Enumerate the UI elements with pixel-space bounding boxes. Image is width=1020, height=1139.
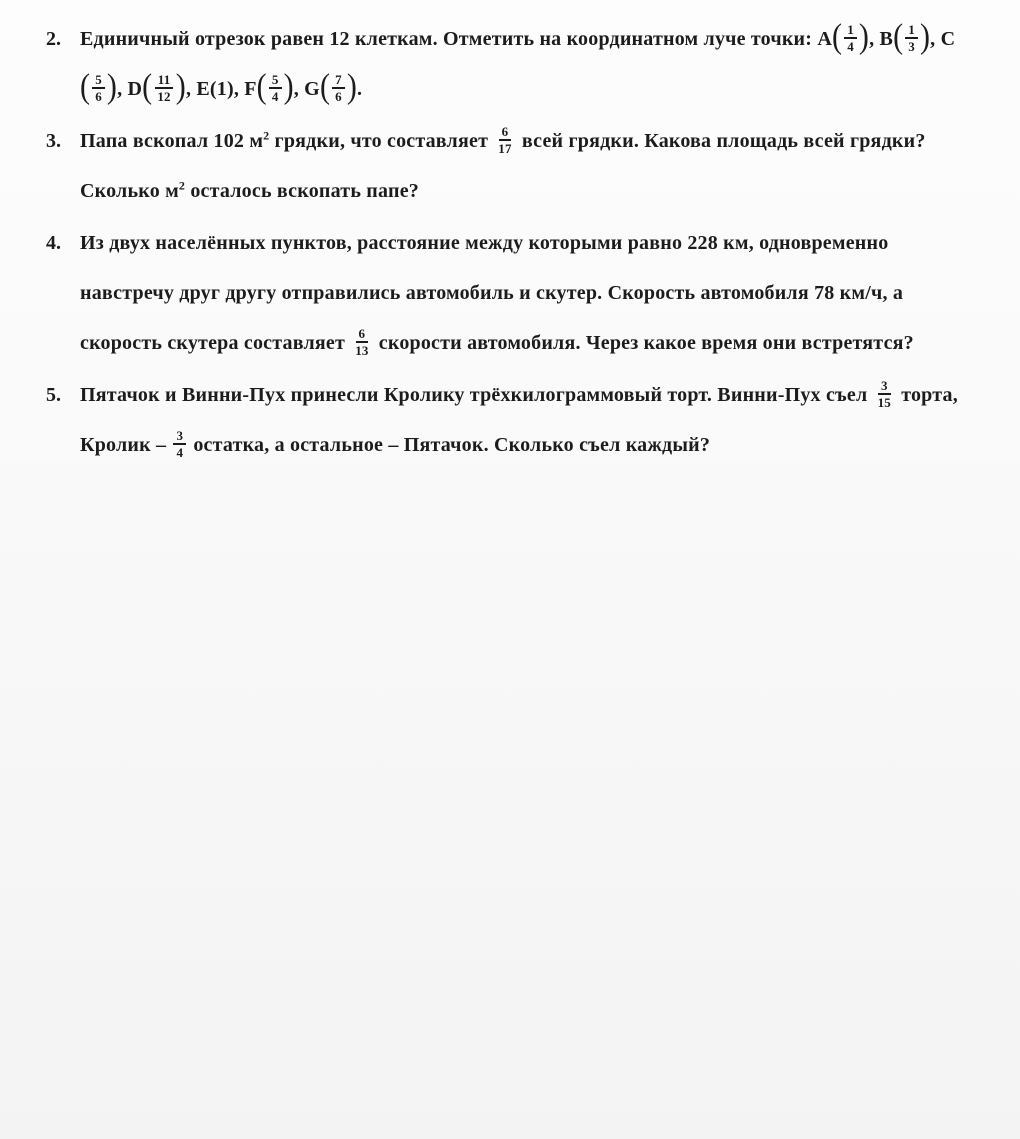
text-run: Пятачок и Винни-Пух принесли Кролику трёхкилограммовый торт. Винни-Пух съел (80, 384, 873, 406)
fraction (905, 23, 918, 54)
problem-number: 4. (46, 232, 61, 254)
fraction (269, 73, 282, 104)
fraction (844, 23, 857, 54)
fraction (173, 429, 186, 460)
fraction-denominator: 4 (176, 445, 184, 461)
text-run: Папа вскопал 102 м (80, 130, 264, 152)
fraction-numerator: 3 (878, 379, 891, 396)
text-run: , B (869, 28, 894, 50)
superscript: 2 (178, 178, 186, 193)
text-run: , G (293, 78, 320, 100)
fraction-denominator: 4 (847, 39, 854, 55)
problem-text (80, 370, 960, 470)
text-run: . (357, 78, 363, 100)
fraction-numerator: 1 (844, 23, 857, 40)
problems-list (46, 14, 962, 470)
problem-text (80, 116, 960, 216)
text-run: осталось вскопать папе? (185, 180, 419, 202)
fraction-denominator: 6 (335, 89, 342, 105)
fraction-denominator: 13 (355, 343, 369, 359)
fraction-numerator: 1 (905, 23, 918, 40)
text-run: грядки, что составляет (269, 130, 494, 152)
fraction-denominator: 4 (271, 89, 279, 105)
fraction-denominator: 17 (498, 141, 512, 157)
problem-number: 2. (46, 28, 61, 50)
fraction (92, 73, 105, 104)
text-run: скорости автомобиля. Через какое время они встретятся? (373, 332, 914, 354)
fraction-numerator: 5 (269, 73, 282, 90)
fraction-numerator: 7 (332, 73, 345, 90)
superscript: 2 (263, 128, 270, 143)
text-run: Из двух населённых пунктов, расстояние между которыми равно 228 км, одновременно навстречу друг другу отправились автомобиль и скутер. Скорость автомобиля 78 км/ч, а скорость скутера составляет (80, 232, 904, 354)
problem-item (46, 218, 962, 368)
fraction-denominator: 6 (95, 89, 102, 105)
problem-number: 5. (46, 384, 61, 406)
problem-item (46, 370, 962, 470)
text-run: торта, Кролик – (80, 384, 958, 456)
fraction-numerator: 6 (499, 125, 512, 142)
fraction (495, 125, 514, 156)
fraction (352, 327, 371, 358)
problem-item (46, 14, 962, 114)
text-run: Единичный отрезок равен 12 клеткам. Отметить на координатном луче точки: A (80, 28, 832, 50)
text-run: , E(1), F (185, 78, 257, 100)
text-run: , D (117, 78, 143, 100)
problem-item (46, 116, 962, 216)
fraction-numerator: 3 (173, 429, 186, 446)
text-run: остатка, а остальное – Пятачок. Сколько съел каждый? (188, 434, 711, 456)
fraction-denominator: 15 (877, 395, 891, 411)
fraction (332, 73, 345, 104)
problem-number: 3. (46, 130, 61, 152)
text-run: всей грядки. Какова площадь всей грядки? Сколько м (80, 130, 926, 202)
fraction-numerator: 6 (356, 327, 369, 344)
fraction-denominator: 3 (908, 39, 915, 55)
fraction (875, 379, 894, 410)
problem-text (80, 218, 960, 368)
fraction (154, 73, 173, 104)
document-page (0, 0, 1020, 470)
text-run: , C (930, 28, 956, 50)
fraction-denominator: 12 (157, 89, 171, 105)
fraction-numerator: 11 (155, 73, 174, 90)
fraction-numerator: 5 (92, 73, 105, 90)
problem-text: Единичный отрезок равен 12 клеткам. Отметить на координатном луче точки: A( $\frac{1}{4}$ ), B( $\frac{1}{3}$ ), C( $\frac{5}{6}$ ), D( $\frac{11}{12}$ ), E(1), F( $\frac{5}{4}$ ), G( $\frac{7}{6}$ ). (80, 17, 956, 106)
